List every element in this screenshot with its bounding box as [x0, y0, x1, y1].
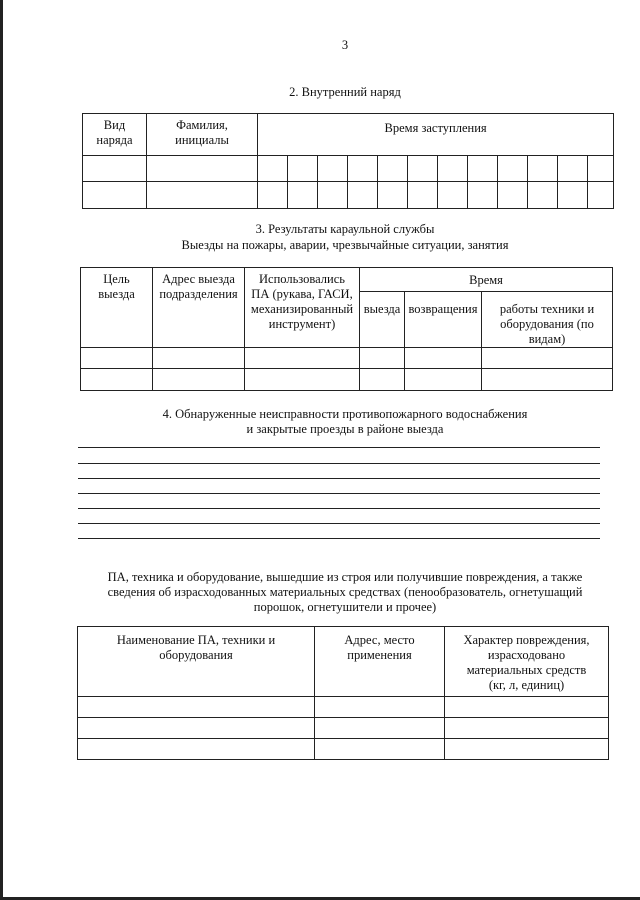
header-damage-nature: Характер повреждения, израсходовано материальных средств (кг, л, единиц) — [445, 627, 609, 697]
header-usage-address: Адрес, место применения — [315, 627, 445, 697]
section3-title: 3. Результаты караульной службы — [255, 222, 435, 236]
page-number: 3 — [341, 38, 349, 52]
header-time: Время — [360, 268, 613, 292]
table-row — [78, 739, 609, 760]
section4-title-line1: 4. Обнаруженные неисправности противопожарного водоснабжения — [162, 407, 528, 421]
table-row — [81, 369, 613, 391]
header-equipment-used: Использовались ПА (рукава, ГАСИ, механизированный инструмент) — [245, 268, 360, 348]
page-edge-left — [0, 0, 3, 900]
section4-title-line2: и закрытые проезды в районе выезда — [246, 422, 444, 436]
table-row — [81, 348, 613, 369]
answer-line — [78, 538, 600, 539]
header-return: возвращения — [405, 292, 482, 348]
table-row — [78, 718, 609, 739]
answer-line — [78, 447, 600, 448]
header-address: Адрес выезда подразделения — [153, 268, 245, 348]
answer-line — [78, 523, 600, 524]
answer-line — [78, 463, 600, 464]
section5-title-line1: ПА, техника и оборудование, вышедшие из строя или получившие повреждения, а также — [107, 570, 583, 584]
damage-table — [77, 626, 609, 760]
section5-title-line2: сведения об израсходованных материальных средствах (пенообразователь, огнетушащий — [107, 585, 583, 599]
header-name: Фамилия, инициалы — [147, 114, 258, 156]
header-departure: выезда — [360, 292, 405, 348]
callouts-table — [80, 267, 613, 391]
section5-title-line3: порошок, огнетушители и прочее) — [253, 600, 437, 614]
answer-line — [78, 478, 600, 479]
table-row — [83, 156, 614, 182]
table-row — [83, 182, 614, 209]
header-equipment-name: Наименование ПА, техники и оборудования — [78, 627, 315, 697]
header-work-duration: работы техники и оборудования (по видам) — [482, 292, 613, 348]
section2-title: 2. Внутренний наряд — [289, 85, 401, 99]
internal-duty-table — [82, 113, 614, 209]
table-row — [78, 697, 609, 718]
header-duty-time: Время заступления — [258, 114, 614, 156]
header-duty-type: Вид наряда — [83, 114, 147, 156]
section3-subtitle: Выезды на пожары, аварии, чрезвычайные ситуации, занятия — [181, 238, 509, 252]
header-purpose: Цель выезда — [81, 268, 153, 348]
answer-line — [78, 493, 600, 494]
answer-line — [78, 508, 600, 509]
